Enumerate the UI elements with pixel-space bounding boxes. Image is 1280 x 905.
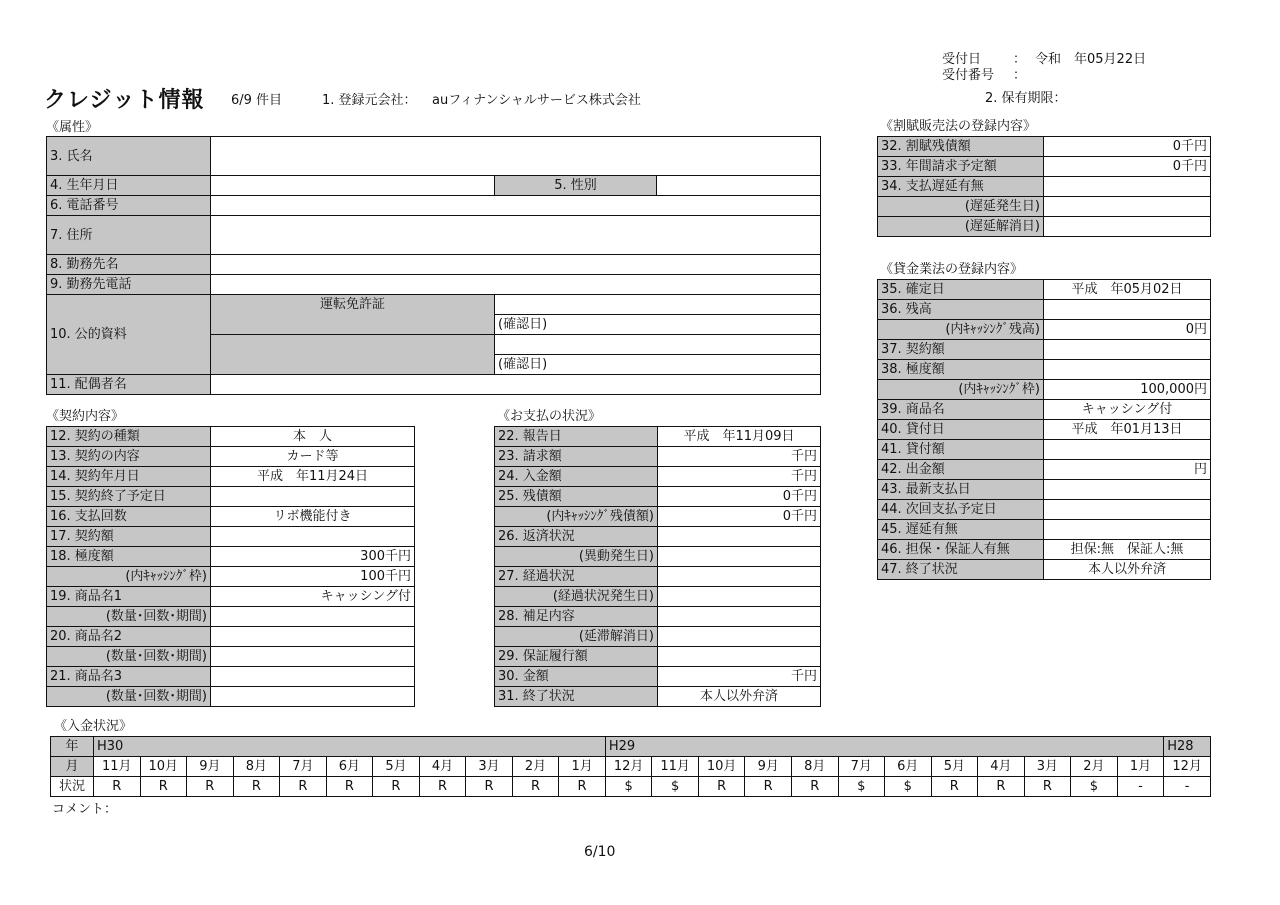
deposit-year-row [51, 737, 1211, 757]
moneylending-label: 37. 契約額 [878, 340, 1044, 360]
deposit-status: R [698, 777, 745, 797]
moneylending-value [1044, 340, 1211, 360]
payment-row [495, 487, 821, 507]
moneylending-label: 41. 貸付額 [878, 440, 1044, 460]
deposit-month: 3月 [466, 757, 513, 777]
installment-value [1044, 217, 1211, 237]
payment-value: 千円 [658, 667, 821, 687]
employer-value [211, 255, 821, 275]
deposit-month: 5月 [373, 757, 420, 777]
moneylending-label: 35. 確定日 [878, 280, 1044, 300]
deposit-month: 10月 [140, 757, 187, 777]
contract-value [211, 487, 415, 507]
installment-table [877, 136, 1211, 237]
receipt-date-sep: ： [1013, 52, 1027, 67]
contract-row [47, 627, 415, 647]
payment-value [658, 607, 821, 627]
gender-value [657, 176, 821, 196]
contract-row [47, 567, 415, 587]
payment-section-title: 《お支払の状況》 [497, 409, 602, 424]
payment-label: 30. 金額 [495, 667, 658, 687]
installment-label: 32. 割賦残債額 [878, 137, 1044, 157]
contract-row [47, 527, 415, 547]
payment-row [495, 507, 821, 527]
payment-label: 27. 経過状況 [495, 567, 658, 587]
deposit-month: 11月 [94, 757, 141, 777]
contract-value: 本 人 [211, 427, 415, 447]
payment-row [495, 587, 821, 607]
contract-label: (内ｷｬｯｼﾝｸﾞ枠) [47, 567, 211, 587]
moneylending-value [1044, 440, 1211, 460]
installment-label: (遅延解消日) [878, 217, 1044, 237]
moneylending-label: 40. 貸付日 [878, 420, 1044, 440]
deposit-section-title: 《入金状況》 [54, 719, 133, 734]
moneylending-label: (内ｷｬｯｼﾝｸﾞ残高) [878, 320, 1044, 340]
contract-label: 19. 商品名1 [47, 587, 211, 607]
deposit-month-row [51, 757, 1211, 777]
deposit-status: R [512, 777, 559, 797]
deposit-status: - [1117, 777, 1164, 797]
payment-row [495, 567, 821, 587]
payment-value: 千円 [658, 467, 821, 487]
payment-value: 本人以外弁済 [658, 687, 821, 707]
moneylending-row [878, 520, 1211, 540]
moneylending-value: 円 [1044, 460, 1211, 480]
contract-label: 14. 契約年月日 [47, 467, 211, 487]
moneylending-label: 43. 最新支払日 [878, 480, 1044, 500]
deposit-month: 10月 [698, 757, 745, 777]
contract-label: 16. 支払回数 [47, 507, 211, 527]
payment-value [658, 547, 821, 567]
gender-label: 5. 性別 [495, 176, 657, 196]
moneylending-row [878, 320, 1211, 340]
contract-label: 15. 契約終了予定日 [47, 487, 211, 507]
receipt-no-sep: ： [1013, 68, 1027, 83]
contract-row [47, 467, 415, 487]
attributes-table [46, 136, 821, 395]
payment-row [495, 427, 821, 447]
installment-value: 0千円 [1044, 137, 1211, 157]
moneylending-value: キャッシング付 [1044, 400, 1211, 420]
contract-row [47, 447, 415, 467]
moneylending-label: 42. 出金額 [878, 460, 1044, 480]
deposit-month: 6月 [326, 757, 373, 777]
deposit-month: 2月 [1071, 757, 1118, 777]
payment-row [495, 667, 821, 687]
payment-label: (経過状況発生日) [495, 587, 658, 607]
deposit-status: R [931, 777, 978, 797]
deposit-table [50, 736, 1211, 797]
deposit-status: $ [1071, 777, 1118, 797]
contract-value: 平成 年11月24日 [211, 467, 415, 487]
receipt-date-label: 受付日 [942, 52, 982, 67]
year-h29: H29 [605, 737, 1163, 757]
moneylending-row [878, 380, 1211, 400]
contract-row [47, 547, 415, 567]
payment-label: 29. 保証履行額 [495, 647, 658, 667]
contract-label: (数量･回数･期間) [47, 647, 211, 667]
deposit-status: R [280, 777, 327, 797]
spouse-value [211, 375, 821, 395]
phone-value [211, 196, 821, 216]
payment-label: 25. 残債額 [495, 487, 658, 507]
contract-row [47, 667, 415, 687]
payment-row [495, 447, 821, 467]
moneylending-label: 44. 次回支払予定日 [878, 500, 1044, 520]
installment-row [878, 177, 1211, 197]
contract-table [46, 426, 415, 707]
moneylending-value [1044, 360, 1211, 380]
deposit-status: R [187, 777, 234, 797]
contract-value [211, 607, 415, 627]
contract-value [211, 667, 415, 687]
payment-row [495, 467, 821, 487]
moneylending-row [878, 300, 1211, 320]
deposit-month: 8月 [233, 757, 280, 777]
contract-value: 100千円 [211, 567, 415, 587]
payment-value: 0千円 [658, 507, 821, 527]
employer-phone-label: 9. 勤務先電話 [47, 275, 211, 295]
moneylending-row [878, 500, 1211, 520]
deposit-month: 7月 [280, 757, 327, 777]
deposit-status: $ [838, 777, 885, 797]
deposit-month: 4月 [419, 757, 466, 777]
contract-row [47, 507, 415, 527]
deposit-month: 4月 [978, 757, 1025, 777]
payment-row [495, 527, 821, 547]
moneylending-row [878, 480, 1211, 500]
payment-value [658, 587, 821, 607]
deposit-status: R [559, 777, 606, 797]
deposit-month: 1月 [559, 757, 606, 777]
contract-label: (数量･回数･期間) [47, 607, 211, 627]
deposit-month: 9月 [187, 757, 234, 777]
payment-table [494, 426, 821, 707]
installment-label: (遅延発生日) [878, 197, 1044, 217]
employer-phone-value [211, 275, 821, 295]
deposit-month: 12月 [1164, 757, 1211, 777]
contract-value [211, 647, 415, 667]
registrar-value: auフィナンシャルサービス株式会社 [432, 93, 641, 108]
deposit-status: R [326, 777, 373, 797]
deposit-month: 7月 [838, 757, 885, 777]
registrar-label: 1. 登録元会社： [322, 93, 417, 108]
birth-label: 4. 生年月日 [47, 176, 211, 196]
moneylending-value: 本人以外弁済 [1044, 560, 1211, 580]
deposit-status: R [94, 777, 141, 797]
payment-label: 31. 終了状況 [495, 687, 658, 707]
moneylending-label: 45. 遅延有無 [878, 520, 1044, 540]
deposit-month: 8月 [791, 757, 838, 777]
spouse-label: 11. 配偶者名 [47, 375, 211, 395]
deposit-status: R [466, 777, 513, 797]
payment-label: (内ｷｬｯｼﾝｸﾞ残債額) [495, 507, 658, 527]
contract-value: リボ機能付き [211, 507, 415, 527]
moneylending-value [1044, 500, 1211, 520]
payment-row [495, 547, 821, 567]
moneylending-value [1044, 480, 1211, 500]
contract-row [47, 587, 415, 607]
license-label: 運転免許証 [211, 295, 495, 335]
confirm-date-2: (確認日) [495, 355, 821, 375]
deposit-status: $ [885, 777, 932, 797]
moneylending-row [878, 400, 1211, 420]
confirm-date-1: (確認日) [495, 315, 821, 335]
moneylending-value [1044, 520, 1211, 540]
deposit-month: 11月 [652, 757, 699, 777]
name-label: 3. 氏名 [47, 137, 211, 176]
moneylending-value: 担保:無 保証人:無 [1044, 540, 1211, 560]
moneylending-row [878, 340, 1211, 360]
moneylending-label: 47. 終了状況 [878, 560, 1044, 580]
contract-value [211, 627, 415, 647]
year-h28: H28 [1164, 737, 1211, 757]
deposit-status: - [1164, 777, 1211, 797]
employer-label: 8. 勤務先名 [47, 255, 211, 275]
deposit-status-row [51, 777, 1211, 797]
deposit-status: R [233, 777, 280, 797]
installment-section-title: 《割賦販売法の登録内容》 [880, 119, 1037, 134]
moneylending-label: (内ｷｬｯｼﾝｸﾞ枠) [878, 380, 1044, 400]
payment-label: 28. 補足内容 [495, 607, 658, 627]
deposit-status: $ [605, 777, 652, 797]
moneylending-label: 38. 極度額 [878, 360, 1044, 380]
payment-row [495, 687, 821, 707]
payment-value: 0千円 [658, 487, 821, 507]
moneylending-label: 39. 商品名 [878, 400, 1044, 420]
public-doc-2-value [495, 335, 821, 355]
payment-value: 平成 年11月09日 [658, 427, 821, 447]
payment-label: (異動発生日) [495, 547, 658, 567]
installment-row [878, 217, 1211, 237]
page-number: 6/10 [584, 844, 616, 860]
phone-label: 6. 電話番号 [47, 196, 211, 216]
installment-row [878, 197, 1211, 217]
deposit-month: 2月 [512, 757, 559, 777]
contract-row [47, 607, 415, 627]
payment-value: 千円 [658, 447, 821, 467]
moneylending-value: 平成 年05月02日 [1044, 280, 1211, 300]
deposit-status: R [791, 777, 838, 797]
contract-value [211, 687, 415, 707]
payment-value [658, 647, 821, 667]
moneylending-table [877, 279, 1211, 580]
contract-label: (数量･回数･期間) [47, 687, 211, 707]
comment-label: コメント： [52, 802, 118, 817]
deposit-status: R [419, 777, 466, 797]
payment-label: (延滞解消日) [495, 627, 658, 647]
payment-label: 23. 請求額 [495, 447, 658, 467]
moneylending-value: 100,000円 [1044, 380, 1211, 400]
contract-value: 300千円 [211, 547, 415, 567]
contract-row [47, 427, 415, 447]
contract-value: キャッシング付 [211, 587, 415, 607]
deposit-month: 9月 [745, 757, 792, 777]
payment-row [495, 607, 821, 627]
installment-label: 34. 支払遅延有無 [878, 177, 1044, 197]
deposit-status: R [140, 777, 187, 797]
attributes-section-title: 《属性》 [46, 120, 99, 135]
deposit-month: 3月 [1024, 757, 1071, 777]
deposit-status: R [978, 777, 1025, 797]
installment-value [1044, 177, 1211, 197]
moneylending-row [878, 360, 1211, 380]
year-label: 年 [51, 737, 94, 757]
deposit-status: $ [652, 777, 699, 797]
deposit-month: 5月 [931, 757, 978, 777]
contract-label: 20. 商品名2 [47, 627, 211, 647]
payment-value [658, 527, 821, 547]
public-docs-label: 10. 公的資料 [47, 295, 211, 375]
name-value [211, 137, 821, 176]
retention-label: 2. 保有期限： [985, 91, 1067, 106]
address-label: 7. 住所 [47, 216, 211, 255]
month-label: 月 [51, 757, 94, 777]
moneylending-row [878, 460, 1211, 480]
deposit-month: 1月 [1117, 757, 1164, 777]
payment-label: 26. 返済状況 [495, 527, 658, 547]
payment-row [495, 647, 821, 667]
moneylending-label: 46. 担保・保証人有無 [878, 540, 1044, 560]
installment-value: 0千円 [1044, 157, 1211, 177]
moneylending-section-title: 《貸金業法の登録内容》 [880, 262, 1024, 277]
receipt-no-label: 受付番号 [942, 68, 995, 83]
moneylending-label: 36. 残高 [878, 300, 1044, 320]
installment-value [1044, 197, 1211, 217]
contract-row [47, 647, 415, 667]
deposit-month: 6月 [885, 757, 932, 777]
year-h30: H30 [94, 737, 606, 757]
payment-label: 22. 報告日 [495, 427, 658, 447]
moneylending-row [878, 280, 1211, 300]
contract-label: 21. 商品名3 [47, 667, 211, 687]
license-value [495, 295, 821, 315]
birth-value [211, 176, 495, 196]
moneylending-value: 0円 [1044, 320, 1211, 340]
status-label: 状況 [51, 777, 94, 797]
payment-row [495, 627, 821, 647]
contract-row [47, 487, 415, 507]
deposit-status: R [373, 777, 420, 797]
public-doc-2-label [211, 335, 495, 375]
payment-value [658, 627, 821, 647]
contract-label: 13. 契約の内容 [47, 447, 211, 467]
contract-label: 12. 契約の種類 [47, 427, 211, 447]
deposit-status: R [745, 777, 792, 797]
contract-row [47, 687, 415, 707]
record-count: 6/9 件目 [231, 93, 283, 108]
moneylending-row [878, 440, 1211, 460]
installment-row [878, 157, 1211, 177]
moneylending-value [1044, 300, 1211, 320]
contract-value [211, 527, 415, 547]
moneylending-row [878, 540, 1211, 560]
receipt-date-value: 令和 年05月22日 [1035, 52, 1147, 67]
moneylending-value: 平成 年01月13日 [1044, 420, 1211, 440]
contract-section-title: 《契約内容》 [46, 409, 125, 424]
moneylending-row [878, 560, 1211, 580]
contract-label: 18. 極度額 [47, 547, 211, 567]
deposit-status: R [1024, 777, 1071, 797]
moneylending-row [878, 420, 1211, 440]
contract-value: カード等 [211, 447, 415, 467]
installment-label: 33. 年間請求予定額 [878, 157, 1044, 177]
page-title: クレジット情報 [44, 88, 205, 113]
deposit-month: 12月 [605, 757, 652, 777]
payment-value [658, 567, 821, 587]
payment-label: 24. 入金額 [495, 467, 658, 487]
contract-label: 17. 契約額 [47, 527, 211, 547]
address-value [211, 216, 821, 255]
installment-row [878, 137, 1211, 157]
